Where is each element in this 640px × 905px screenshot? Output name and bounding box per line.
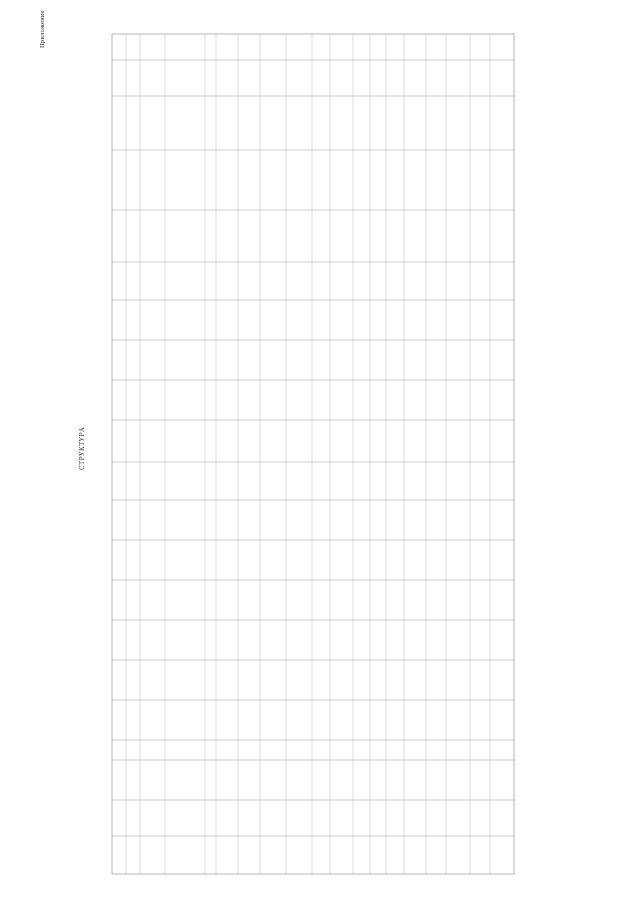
appendix-label: Приложение — [40, 10, 46, 48]
document-title: СТРУКТУРА — [79, 426, 86, 470]
